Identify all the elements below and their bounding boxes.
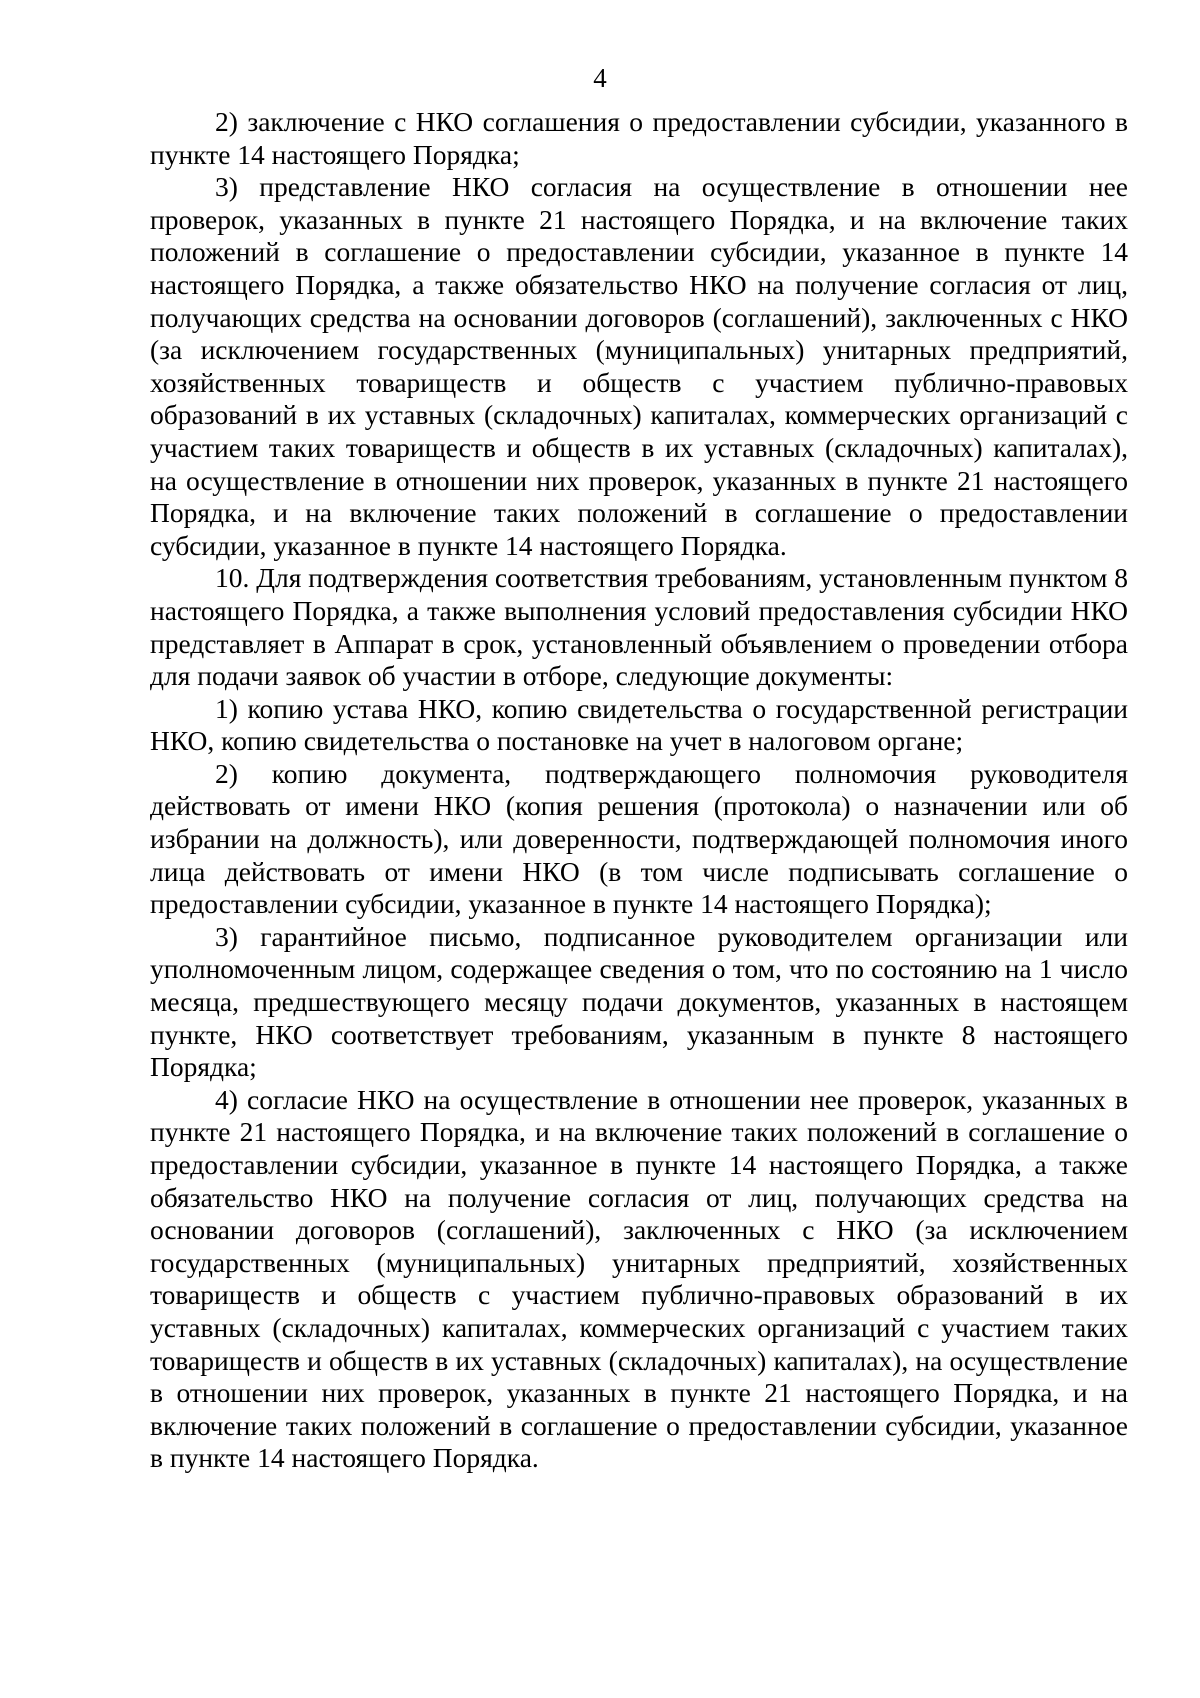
paragraph-doc-2: 2) копию документа, подтверждающего полномочия руководителя действовать от имени НКО (копия решения (протокола) о назначении или об избрании на должность), или доверенности, подтверждающей полномочия иного лица действовать от имени НКО (в том числе подписывать соглашение о предоставлении субсидии, указанное в пункте 14 настоящего Порядка); (150, 757, 1128, 920)
paragraph-doc-3: 3) гарантийное письмо, подписанное руководителем организации или уполномоченным лицом, содержащее сведения о том, что по состоянию на 1 число месяца, предшествующего месяцу подачи документов, указанных в настоящем пункте, НКО соответствует требованиям, указанным в пункте 8 настоящего Порядка; (150, 920, 1128, 1083)
paragraph-doc-1: 1) копию устава НКО, копию свидетельства о государственной регистрации НКО, копию свидетельства о постановке на учет в налоговом органе; (150, 692, 1128, 757)
paragraph-item-2: 2) заключение с НКО соглашения о предоставлении субсидии, указанного в пункте 14 настоящего Порядка; (150, 106, 1128, 170)
document-body (150, 106, 1128, 1475)
paragraph-clause-10: 10. Для подтверждения соответствия требованиям, установленным пунктом 8 настоящего Порядка, а также выполнения условий предоставления субсидии НКО представляет в Аппарат в срок, установленный объявлением о проведении отбора для подачи заявок об участии в отборе, следующие документы: (150, 562, 1128, 692)
page-number: 4 (593, 63, 607, 93)
paragraph-item-3: 3) представление НКО согласия на осуществление в отношении нее проверок, указанных в пункте 21 настоящего Порядка, и на включение таких положений в соглашение о предоставлении субсидии, указанное в пункте 14 настоящего Порядка, а также обязательство НКО на получение согласия от лиц, получающих средства на основании договоров (соглашений), заключенных с НКО (за исключением государственных (муниципальных) унитарных предприятий, хозяйственных товариществ и обществ с участием публично-правовых образований в их уставных (складочных) капиталах, коммерческих организаций с участием таких товариществ и обществ в их уставных (складочных) капиталах), на осуществление в отношении них проверок, указанных в пункте 21 настоящего Порядка, и на включение таких положений в соглашение о предоставлении субсидии, указанное в пункте 14 настоящего Порядка. (150, 171, 1128, 561)
paragraph-doc-4: 4) согласие НКО на осуществление в отношении нее проверок, указанных в пункте 21 настоящего Порядка, и на включение таких положений в соглашение о предоставлении субсидии, указанное в пункте 14 настоящего Порядка, а также обязательство НКО на получение согласия от лиц, получающих средства на основании договоров (соглашений), заключенных с НКО (за исключением государственных (муниципальных) унитарных предприятий, хозяйственных товариществ и обществ с участием публично-правовых образований в их уставных (складочных) капиталах, коммерческих организаций с участием таких товариществ и обществ в их уставных (складочных) капиталах), на осуществление в отношении них проверок, указанных в пункте 21 настоящего Порядка, и на включение таких положений в соглашение о предоставлении субсидии, указанное в пункте 14 настоящего Порядка. (150, 1083, 1128, 1474)
